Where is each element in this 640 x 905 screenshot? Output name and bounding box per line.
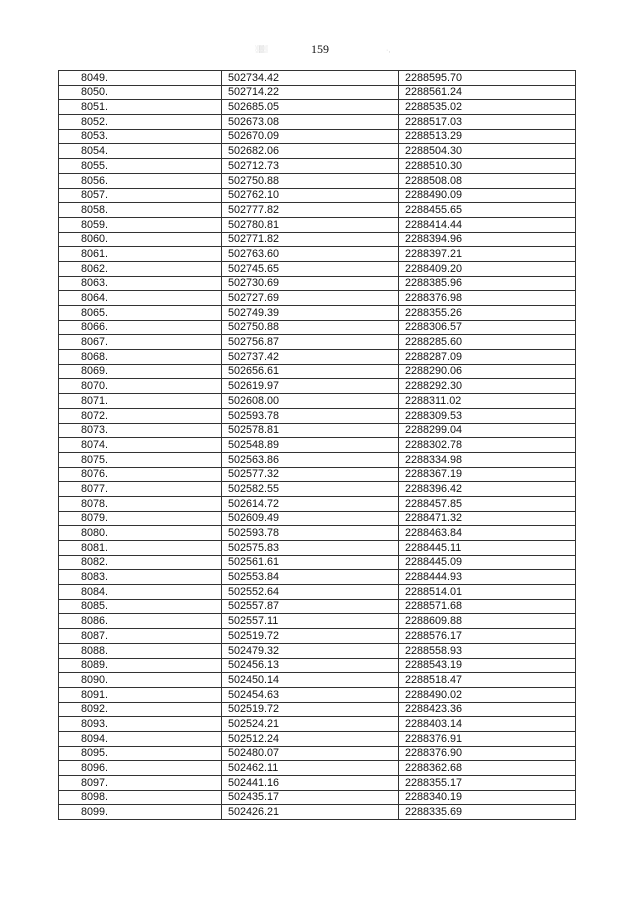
point-number-cell: 8094.	[59, 731, 222, 746]
table-row	[59, 203, 576, 218]
table-row	[59, 541, 576, 556]
point-number-cell: 8090.	[59, 673, 222, 688]
point-number-cell: 8091.	[59, 687, 222, 702]
table-row	[59, 247, 576, 262]
table-row	[59, 188, 576, 203]
table-row	[59, 408, 576, 423]
table-row	[59, 438, 576, 453]
x-coordinate-cell: 502450.14	[222, 673, 399, 688]
x-coordinate-cell: 502435.17	[222, 790, 399, 805]
table-row	[59, 144, 576, 159]
point-number-cell: 8065.	[59, 306, 222, 321]
x-coordinate-cell: 502656.61	[222, 364, 399, 379]
table-row	[59, 496, 576, 511]
table-row	[59, 71, 576, 86]
y-coordinate-cell: 2288508.08	[399, 173, 576, 188]
point-number-cell: 8089.	[59, 658, 222, 673]
table-row	[59, 173, 576, 188]
y-coordinate-cell: 2288445.11	[399, 541, 576, 556]
table-row	[59, 687, 576, 702]
table-row	[59, 585, 576, 600]
page-number: 159	[311, 42, 329, 56]
y-coordinate-cell: 2288543.19	[399, 658, 576, 673]
point-number-cell: 8051.	[59, 100, 222, 115]
x-coordinate-cell: 502714.22	[222, 85, 399, 100]
table-row	[59, 394, 576, 409]
x-coordinate-cell: 502548.89	[222, 438, 399, 453]
table-row	[59, 761, 576, 776]
x-coordinate-cell: 502553.84	[222, 570, 399, 585]
x-coordinate-cell: 502552.64	[222, 585, 399, 600]
table-row	[59, 364, 576, 379]
point-number-cell: 8055.	[59, 159, 222, 174]
y-coordinate-cell: 2288444.93	[399, 570, 576, 585]
table-row	[59, 570, 576, 585]
y-coordinate-cell: 2288490.02	[399, 687, 576, 702]
y-coordinate-cell: 2288309.53	[399, 408, 576, 423]
table-row	[59, 643, 576, 658]
x-coordinate-cell: 502762.10	[222, 188, 399, 203]
y-coordinate-cell: 2288335.69	[399, 805, 576, 820]
x-coordinate-cell: 502557.11	[222, 614, 399, 629]
y-coordinate-cell: 2288561.24	[399, 85, 576, 100]
y-coordinate-cell: 2288403.14	[399, 717, 576, 732]
point-number-cell: 8093.	[59, 717, 222, 732]
x-coordinate-cell: 502561.61	[222, 555, 399, 570]
x-coordinate-cell: 502524.21	[222, 717, 399, 732]
table-row	[59, 100, 576, 115]
x-coordinate-cell: 502593.78	[222, 526, 399, 541]
y-coordinate-cell: 2288558.93	[399, 643, 576, 658]
point-number-cell: 8081.	[59, 541, 222, 556]
point-number-cell: 8063.	[59, 276, 222, 291]
y-coordinate-cell: 2288409.20	[399, 261, 576, 276]
x-coordinate-cell: 502771.82	[222, 232, 399, 247]
y-coordinate-cell: 2288355.17	[399, 776, 576, 791]
y-coordinate-cell: 2288311.02	[399, 394, 576, 409]
x-coordinate-cell: 502557.87	[222, 599, 399, 614]
coordinates-table	[58, 70, 576, 820]
x-coordinate-cell: 502750.88	[222, 173, 399, 188]
coordinates-table-body	[59, 71, 576, 820]
x-coordinate-cell: 502756.87	[222, 335, 399, 350]
table-row	[59, 629, 576, 644]
x-coordinate-cell: 502614.72	[222, 496, 399, 511]
scan-smudge-mark-2: ·,	[386, 47, 391, 54]
x-coordinate-cell: 502737.42	[222, 350, 399, 365]
y-coordinate-cell: 2288334.98	[399, 452, 576, 467]
y-coordinate-cell: 2288423.36	[399, 702, 576, 717]
x-coordinate-cell: 502682.06	[222, 144, 399, 159]
x-coordinate-cell: 502582.55	[222, 482, 399, 497]
scan-smudge-mark: ░▒░	[255, 46, 267, 53]
table-row	[59, 526, 576, 541]
y-coordinate-cell: 2288535.02	[399, 100, 576, 115]
y-coordinate-cell: 2288376.90	[399, 746, 576, 761]
table-row	[59, 717, 576, 732]
point-number-cell: 8052.	[59, 115, 222, 130]
table-row	[59, 217, 576, 232]
table-row	[59, 261, 576, 276]
table-row	[59, 291, 576, 306]
y-coordinate-cell: 2288504.30	[399, 144, 576, 159]
y-coordinate-cell: 2288609.88	[399, 614, 576, 629]
x-coordinate-cell: 502749.39	[222, 306, 399, 321]
x-coordinate-cell: 502780.81	[222, 217, 399, 232]
y-coordinate-cell: 2288510.30	[399, 159, 576, 174]
y-coordinate-cell: 2288302.78	[399, 438, 576, 453]
point-number-cell: 8066.	[59, 320, 222, 335]
point-number-cell: 8082.	[59, 555, 222, 570]
x-coordinate-cell: 502670.09	[222, 129, 399, 144]
point-number-cell: 8060.	[59, 232, 222, 247]
y-coordinate-cell: 2288514.01	[399, 585, 576, 600]
x-coordinate-cell: 502608.00	[222, 394, 399, 409]
y-coordinate-cell: 2288457.85	[399, 496, 576, 511]
y-coordinate-cell: 2288396.42	[399, 482, 576, 497]
point-number-cell: 8053.	[59, 129, 222, 144]
x-coordinate-cell: 502777.82	[222, 203, 399, 218]
y-coordinate-cell: 2288306.57	[399, 320, 576, 335]
point-number-cell: 8058.	[59, 203, 222, 218]
point-number-cell: 8061.	[59, 247, 222, 262]
x-coordinate-cell: 502745.65	[222, 261, 399, 276]
y-coordinate-cell: 2288490.09	[399, 188, 576, 203]
x-coordinate-cell: 502456.13	[222, 658, 399, 673]
point-number-cell: 8083.	[59, 570, 222, 585]
point-number-cell: 8067.	[59, 335, 222, 350]
point-number-cell: 8064.	[59, 291, 222, 306]
table-row	[59, 379, 576, 394]
point-number-cell: 8059.	[59, 217, 222, 232]
table-row	[59, 702, 576, 717]
y-coordinate-cell: 2288376.91	[399, 731, 576, 746]
table-row	[59, 673, 576, 688]
point-number-cell: 8075.	[59, 452, 222, 467]
x-coordinate-cell: 502426.21	[222, 805, 399, 820]
y-coordinate-cell: 2288287.09	[399, 350, 576, 365]
point-number-cell: 8080.	[59, 526, 222, 541]
point-number-cell: 8069.	[59, 364, 222, 379]
point-number-cell: 8095.	[59, 746, 222, 761]
point-number-cell: 8088.	[59, 643, 222, 658]
y-coordinate-cell: 2288362.68	[399, 761, 576, 776]
point-number-cell: 8086.	[59, 614, 222, 629]
y-coordinate-cell: 2288355.26	[399, 306, 576, 321]
table-row	[59, 452, 576, 467]
x-coordinate-cell: 502619.97	[222, 379, 399, 394]
x-coordinate-cell: 502512.24	[222, 731, 399, 746]
y-coordinate-cell: 2288513.29	[399, 129, 576, 144]
y-coordinate-cell: 2288471.32	[399, 511, 576, 526]
x-coordinate-cell: 502519.72	[222, 702, 399, 717]
y-coordinate-cell: 2288394.96	[399, 232, 576, 247]
table-row	[59, 805, 576, 820]
y-coordinate-cell: 2288285.60	[399, 335, 576, 350]
table-row	[59, 511, 576, 526]
x-coordinate-cell: 502563.86	[222, 452, 399, 467]
table-row	[59, 350, 576, 365]
table-row	[59, 423, 576, 438]
y-coordinate-cell: 2288299.04	[399, 423, 576, 438]
x-coordinate-cell: 502577.32	[222, 467, 399, 482]
y-coordinate-cell: 2288571.68	[399, 599, 576, 614]
point-number-cell: 8079.	[59, 511, 222, 526]
table-row	[59, 614, 576, 629]
table-row	[59, 599, 576, 614]
x-coordinate-cell: 502519.72	[222, 629, 399, 644]
x-coordinate-cell: 502727.69	[222, 291, 399, 306]
table-row	[59, 555, 576, 570]
point-number-cell: 8076.	[59, 467, 222, 482]
y-coordinate-cell: 2288340.19	[399, 790, 576, 805]
x-coordinate-cell: 502750.88	[222, 320, 399, 335]
y-coordinate-cell: 2288445.09	[399, 555, 576, 570]
y-coordinate-cell: 2288376.98	[399, 291, 576, 306]
table-row	[59, 129, 576, 144]
point-number-cell: 8050.	[59, 85, 222, 100]
y-coordinate-cell: 2288518.47	[399, 673, 576, 688]
x-coordinate-cell: 502441.16	[222, 776, 399, 791]
x-coordinate-cell: 502763.60	[222, 247, 399, 262]
x-coordinate-cell: 502609.49	[222, 511, 399, 526]
y-coordinate-cell: 2288463.84	[399, 526, 576, 541]
x-coordinate-cell: 502479.32	[222, 643, 399, 658]
point-number-cell: 8097.	[59, 776, 222, 791]
point-number-cell: 8084.	[59, 585, 222, 600]
x-coordinate-cell: 502673.08	[222, 115, 399, 130]
point-number-cell: 8072.	[59, 408, 222, 423]
point-number-cell: 8099.	[59, 805, 222, 820]
y-coordinate-cell: 2288397.21	[399, 247, 576, 262]
x-coordinate-cell: 502730.69	[222, 276, 399, 291]
x-coordinate-cell: 502578.81	[222, 423, 399, 438]
table-row	[59, 658, 576, 673]
point-number-cell: 8073.	[59, 423, 222, 438]
y-coordinate-cell: 2288292.30	[399, 379, 576, 394]
point-number-cell: 8056.	[59, 173, 222, 188]
y-coordinate-cell: 2288455.65	[399, 203, 576, 218]
table-row	[59, 335, 576, 350]
point-number-cell: 8057.	[59, 188, 222, 203]
point-number-cell: 8078.	[59, 496, 222, 511]
x-coordinate-cell: 502575.83	[222, 541, 399, 556]
table-row	[59, 232, 576, 247]
point-number-cell: 8077.	[59, 482, 222, 497]
x-coordinate-cell: 502462.11	[222, 761, 399, 776]
table-row	[59, 467, 576, 482]
y-coordinate-cell: 2288576.17	[399, 629, 576, 644]
point-number-cell: 8062.	[59, 261, 222, 276]
y-coordinate-cell: 2288367.19	[399, 467, 576, 482]
x-coordinate-cell: 502712.73	[222, 159, 399, 174]
y-coordinate-cell: 2288385.96	[399, 276, 576, 291]
y-coordinate-cell: 2288595.70	[399, 71, 576, 86]
table-row	[59, 731, 576, 746]
table-row	[59, 85, 576, 100]
y-coordinate-cell: 2288414.44	[399, 217, 576, 232]
table-row	[59, 776, 576, 791]
x-coordinate-cell: 502734.42	[222, 71, 399, 86]
point-number-cell: 8070.	[59, 379, 222, 394]
table-row	[59, 159, 576, 174]
table-row	[59, 276, 576, 291]
x-coordinate-cell: 502593.78	[222, 408, 399, 423]
point-number-cell: 8071.	[59, 394, 222, 409]
x-coordinate-cell: 502685.05	[222, 100, 399, 115]
point-number-cell: 8049.	[59, 71, 222, 86]
point-number-cell: 8092.	[59, 702, 222, 717]
point-number-cell: 8054.	[59, 144, 222, 159]
point-number-cell: 8098.	[59, 790, 222, 805]
table-row	[59, 482, 576, 497]
point-number-cell: 8074.	[59, 438, 222, 453]
y-coordinate-cell: 2288290.06	[399, 364, 576, 379]
point-number-cell: 8068.	[59, 350, 222, 365]
x-coordinate-cell: 502480.07	[222, 746, 399, 761]
point-number-cell: 8087.	[59, 629, 222, 644]
table-row	[59, 306, 576, 321]
table-row	[59, 790, 576, 805]
point-number-cell: 8085.	[59, 599, 222, 614]
y-coordinate-cell: 2288517.03	[399, 115, 576, 130]
point-number-cell: 8096.	[59, 761, 222, 776]
x-coordinate-cell: 502454.63	[222, 687, 399, 702]
table-row	[59, 115, 576, 130]
table-row	[59, 320, 576, 335]
table-row	[59, 746, 576, 761]
